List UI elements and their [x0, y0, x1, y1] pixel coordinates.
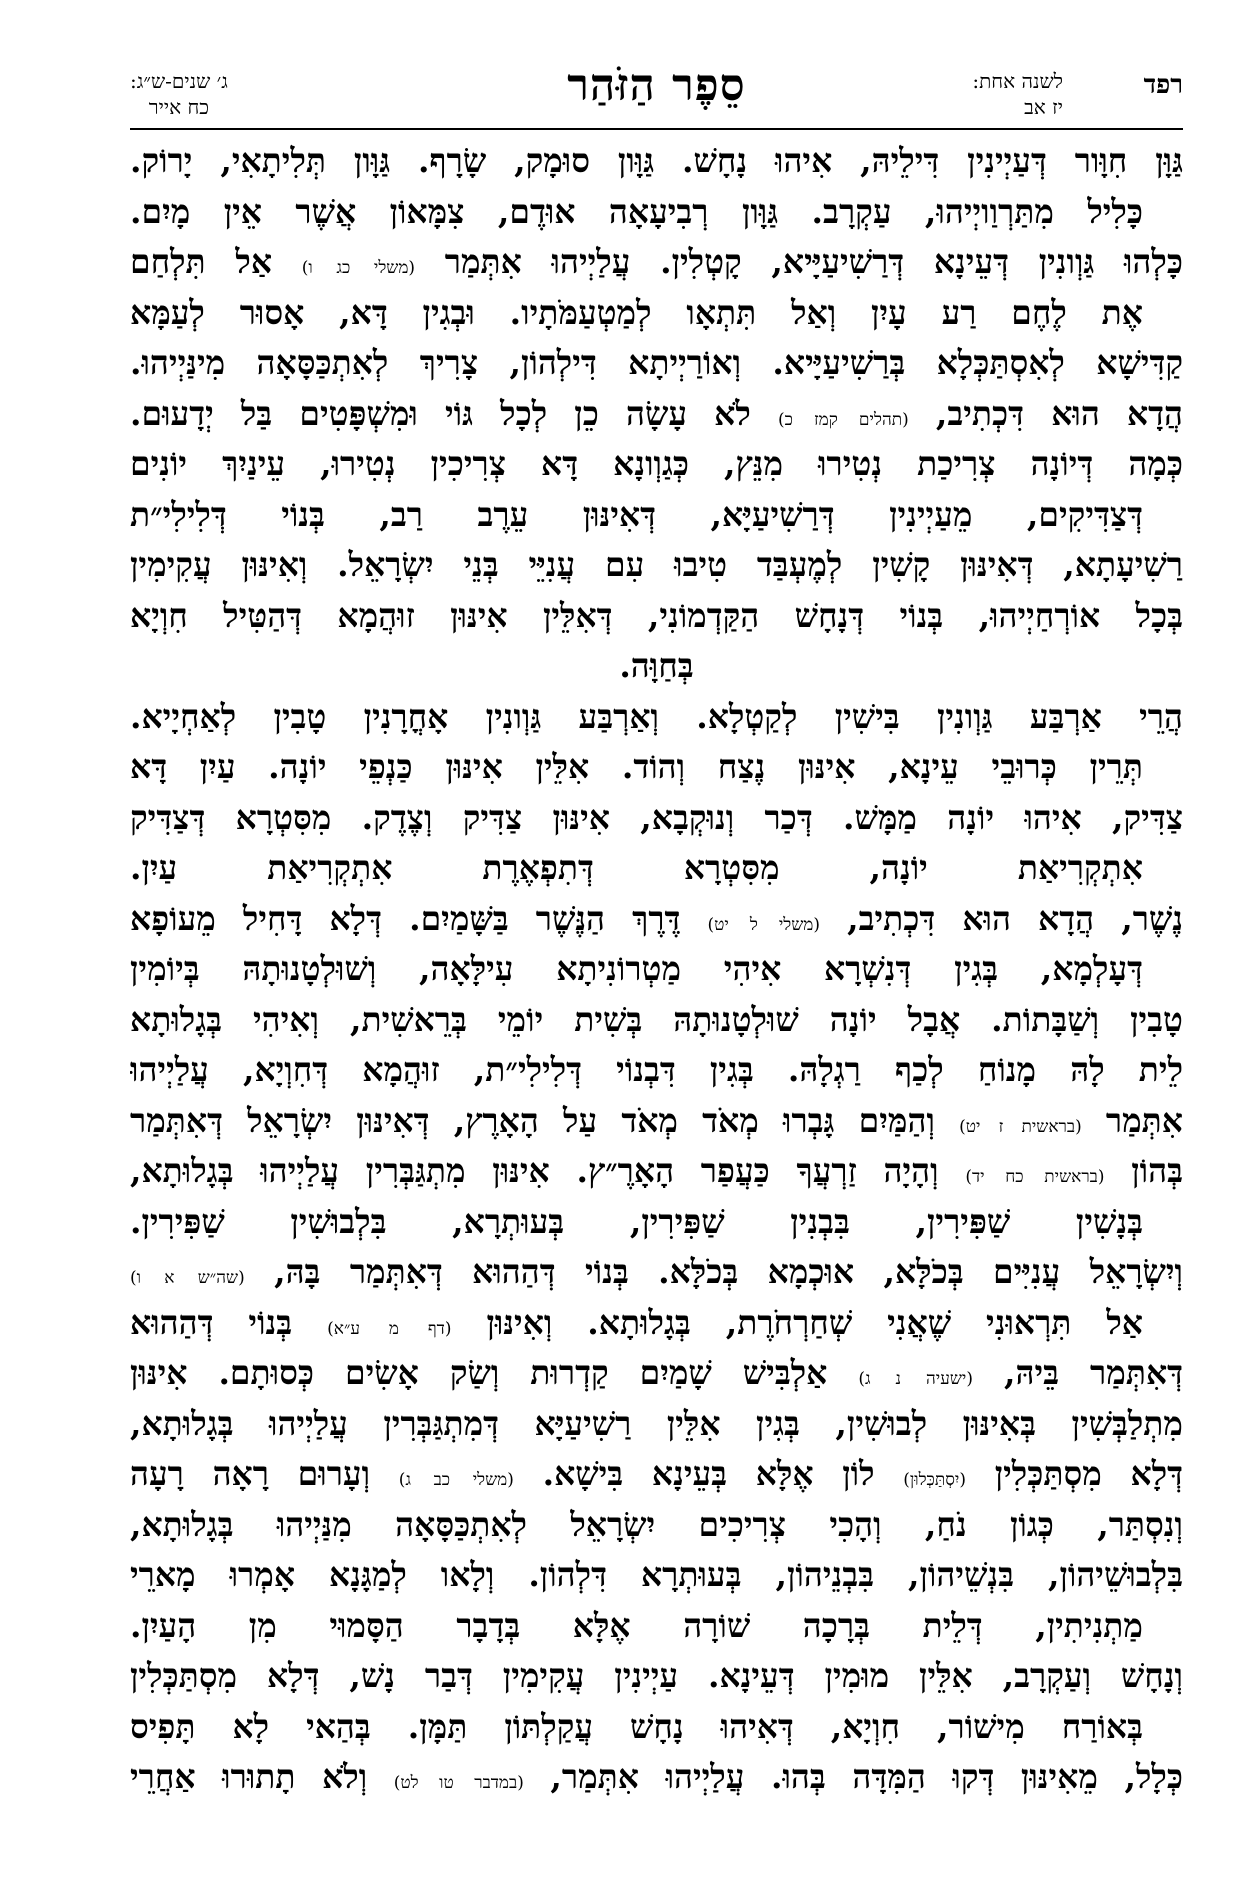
- text-line: [130, 641, 1183, 692]
- scripture-reference: (בראשית ז יט): [959, 1116, 1082, 1137]
- scripture-reference: (בראשית כח יד): [965, 1167, 1105, 1187]
- text-segment: וְלֹא תָתוּרוּ אַחֲרֵי: [130, 1757, 394, 1796]
- text-segment: אִתְקְרִיאַת יוֹנָה, מִסִּטְרָא דְּתִפְאֶרֶת אִתְקְרִיאַת עַיִן.: [130, 848, 1143, 887]
- scripture-reference: (משלי כב ג): [398, 1470, 514, 1490]
- text-segment: הֲדָא הוּא דִּכְתִיב,: [908, 393, 1183, 433]
- text-line: [130, 1096, 1183, 1147]
- text-segment: אַל תִּלְחַם: [130, 242, 302, 281]
- text-line: [130, 540, 1183, 591]
- text-line: [130, 136, 1183, 187]
- text-segment: נֶשֶׁר, הֲדָא הוּא דִּכְתִיב,: [820, 898, 1183, 938]
- text-segment: וְיִשְׂרָאֵל עֲנִיִּים בְּכֹלָּא, אוּכְמָא בְּכֹלָּא. בְּנוֹי דְּהַהוּא דְּאִתְּמַר בָּהּ,: [244, 1252, 1183, 1291]
- book-title: סֵפֶר הַזֹּהַר: [567, 60, 746, 111]
- text-line: [130, 237, 1183, 288]
- text-line: [130, 1500, 1183, 1551]
- scripture-reference: (שה״ש א ו): [130, 1268, 245, 1288]
- text-segment: תְּרֵין כְּרוּבֵי עֵינָא, אִינּוּן נֶצַח וְהוֹד. אִלֵּין אִינּוּן כַּנְפֵי יוֹנָה. עַיִן דָּא: [130, 747, 1143, 786]
- text-line: [130, 591, 1183, 642]
- text-segment: לֹא עָשָׂה כֵן לְכָל גּוֹי וּמִשְׁפָּטִים בַּל יְדָעוּם.: [130, 393, 778, 433]
- schedule-date-one-year: יז אב: [1024, 95, 1063, 119]
- text-segment: בְּנָשִׁין שַׁפִּירִין, בִּבְנִין שַׁפִּירִין, בְּעוּתְרָא, בִּלְבוּשִׁין שַׁפִּירִין.: [130, 1201, 1143, 1241]
- text-line: [130, 1298, 1183, 1349]
- text-line: [130, 1651, 1183, 1702]
- text-line: [130, 439, 1183, 490]
- text-segment: דֶּרֶךְ הַנֶּשֶׁר בַּשָּׁמַיִם. דְּלָא דָּחִיל מֵעוֹפָא: [130, 898, 708, 938]
- text-segment: וְעָרוּם רָאָה רָעָה: [130, 1454, 399, 1493]
- page-header: [130, 60, 1183, 130]
- text-segment: כָּלִיל מִתַּרְוַויְיהוּ, עַקְרָב. גַּוָּון רְבִיעָאָה אוּדֶם, צִמָּאוֹן אֲשֶׁר אֵין מָיִם.: [130, 191, 1143, 231]
- text-segment: אֶת לֶחֶם רַע עָיִן וְאַל תִּתְאָו לְמַטְעַמֹּתָיו. וּבְגִין דָּא, אָסוּר לְעַמָּא: [130, 292, 1143, 332]
- text-line: [130, 288, 1183, 339]
- text-line: [130, 995, 1183, 1046]
- text-line: [130, 338, 1183, 389]
- text-line: [130, 1146, 1183, 1197]
- scripture-reference: (במדבר טו לט): [393, 1773, 524, 1793]
- text-segment: בְּנוֹי דְּהַהוּא: [130, 1302, 328, 1342]
- text-line: [130, 742, 1183, 793]
- text-line: [130, 944, 1183, 995]
- text-segment: לֵית לָהּ מָנוֹחַ לְכַף רַגְלָהּ. בְּגִין דִּבְנוֹי דְּלִילִי״ת, זוּהֲמָא דְּחִוְיָא, עֲלַיְיהוּ: [130, 1050, 1183, 1089]
- text-segment: צַדִּיק, אִיהוּ יוֹנָה מַמָּשׁ. דְּכַר וְנוּקְבָא, אִינּוּן צַדִּיק וְצֶדֶק. מִסִּטְרָא דְּצַדִּיק: [130, 797, 1183, 837]
- text-line: [130, 187, 1183, 238]
- schedule-label-three-years: ג׳ שנים-ש״ג:: [130, 69, 228, 93]
- text-segment: בְּאוֹרַח מִישׁוֹר, חִוְיָא, דְּאִיהוּ נָחָשׁ עֲקַלְתּוֹן תַּמָּן. בְּהַאי לָא תָּפִיס: [130, 1706, 1143, 1746]
- text-segment: דְּאִתְּמַר בֵּיהּ,: [973, 1353, 1183, 1392]
- text-segment: אִתְּמַר: [1081, 1100, 1183, 1140]
- scripture-reference: (יִסְתַּכְּלוּן): [903, 1470, 966, 1490]
- text-line: [130, 692, 1183, 743]
- text-line: [130, 389, 1183, 440]
- text-line: [130, 1449, 1183, 1500]
- text-line: [130, 1550, 1183, 1601]
- text-line: [130, 894, 1183, 945]
- text-segment: אַל תִּרְאוּנִי שֶׁאֲנִי שְׁחַרְחֹרֶת, בְּגָלוּתָא. וְאִינּוּן: [451, 1302, 1143, 1342]
- text-line: [130, 1601, 1183, 1652]
- text-segment: דְּעָלְמָא, בְּגִין דְּנִשְׁרָא אִיהִי מַטְרוֹנִיתָא עִילָּאָה, וְשׁוּלְטָנוּתָהּ בְּיוֹמִין: [130, 949, 1143, 988]
- text-line: [130, 1045, 1183, 1096]
- text-line: [130, 1399, 1183, 1450]
- study-schedule-one-year: [972, 68, 1063, 120]
- text-segment: אַלְבִּישׁ שָׁמַיִם קַדְרוּת וְשַׂק אָשִׂים כְּסוּתָם. אִינּוּן: [130, 1353, 859, 1392]
- text-segment: הֲרֵי אַרְבַּע גַּוְונִין בִּישִׁין לְקַטְלָא. וְאַרְבַּע גַּוְונִין אָחֳרָנִין טָבִין לְאַחְיָיא.: [130, 696, 1183, 736]
- study-schedule-three-years: [130, 68, 228, 120]
- text-line: [130, 843, 1183, 894]
- scripture-reference: (תהלים קמז כ): [777, 409, 909, 430]
- text-segment: וְהָיָה זַרְעֲךָ כַּעֲפַר הָאָרֶ״ץ. אִינּוּן מִתְגַּבְּרִין עֲלַיְיהוּ בְּגָלוּתָא,: [130, 1151, 966, 1190]
- text-line: [130, 1247, 1183, 1298]
- text-segment: בְּהוֹן: [1104, 1151, 1183, 1190]
- text-segment: טָבִין וְשַׁבָּתוֹת. אֲבָל יוֹנָה שׁוּלְטָנוּתָהּ בְּשִׁית יוֹמֵי בְּרֵאשִׁית, וְאִיהִי בְּגָלוּתָא: [130, 999, 1183, 1039]
- scripture-reference: (משלי כג ו): [301, 258, 416, 278]
- text-segment: כְּלָל, מֵאִינּוּן דְּקוּ הַמִּדָּה בְּהוּ. עֲלַיְיהוּ אִתְּמַר,: [523, 1757, 1183, 1796]
- text-segment: מִתְלַבְּשִׁין בְּאִינּוּן לְבוּשִׁין, בְּגִין אִלֵּין רַשִׁיעַיָּא דְּמִתְגַּבְּרִין עֲלַיְיהוּ בְּגָלוּתָא,: [130, 1403, 1183, 1443]
- scripture-reference: (משלי ל יט): [707, 914, 820, 935]
- text-segment: בִּלְבוּשֵׁיהוֹן, בִּנְשֵׁיהוֹן, בִּבְנֵיהוֹן, בְּעוּתְרָא דִּלְהוֹן. וְלָאו לְמַגָּנָא אָמְרוּ מָארֵי: [130, 1555, 1183, 1594]
- text-segment: בְּחַוָּה.: [619, 646, 694, 685]
- page-number: רפד: [1143, 70, 1183, 100]
- text-segment: וְנָחָשׁ וְעַקְרָב, אִלֵּין מוּמִין דְּעֵינָא. עַיְינִין עֲקִימִין דְּבַר נָשׁ, דְּלָא מִסְתַּכְּלִין: [130, 1656, 1183, 1695]
- text-body: [130, 136, 1183, 1803]
- text-segment: דְּצַדִּיקִים, מֵעַיְינִין דְּרַשִׁיעַיָּא, דְּאִינּוּן עֵרֶב רַב, בְּנוֹי דְּלִילִי״ת: [130, 494, 1143, 534]
- text-segment: מַתְנִיתִין, דְּלֵית בְּרָכָה שׁוֹרָה אֶלָּא בְּדָבָר הַסָּמוּי מִן הָעַיִן.: [130, 1605, 1143, 1645]
- text-segment: דְּלָא מִסְתַּכְּלִין: [966, 1454, 1183, 1493]
- text-line: [130, 1348, 1183, 1399]
- text-segment: לוֹן אֶלָּא בְּעֵינָא בִּישָׁא.: [513, 1454, 904, 1493]
- header-divider: [130, 128, 1183, 130]
- text-line: [130, 1752, 1183, 1803]
- text-segment: רַשִׁיעָתָא, דְּאִינּוּן קָשִׁין לְמֶעְבַּד טִיבוּ עִם עֲנִיֵּי בְּנֵי יִשְׂרָאֵל. וְאִינּוּן עֲקִימִין: [130, 545, 1183, 584]
- text-line: [130, 1702, 1183, 1753]
- text-line: [130, 490, 1183, 541]
- schedule-date-three-years: כח אייר: [148, 95, 210, 119]
- text-segment: כְּמָה דְּיוֹנָה צְרִיכַת נְטִירוּ מִנֵּץ, כְּגַוְונָא דָּא צְרִיכִין נְטִירוּ, עֵינַיִךְ יוֹנִים: [130, 444, 1183, 483]
- scripture-reference: (ישעיה נ ג): [858, 1369, 973, 1389]
- text-segment: קַדִּישָׁא לְאִסְתַּכְּלָא בְּרַשִׁיעַיָּיא. וְאוֹרַיְיתָא דִּילְהוֹן, צָרִיךְ לְאִתְכַּסָּאָה מִינַּיְיהוּ.: [130, 343, 1183, 382]
- text-segment: וְהַמַּיִם גָּבְרוּ מְאֹד מְאֹד עַל הָאָרֶץ, דְּאִינּוּן יִשְׂרָאֵל דְּאִתְּמַר: [130, 1100, 960, 1140]
- text-line: [130, 793, 1183, 844]
- text-segment: בְּכָל אוֹרְחַיְיהוּ, בְּנוֹי דְּנָחָשׁ הַקַּדְמוֹנִי, דְּאִלֵּין אִינּוּן זוּהֲמָא דְּהַטִּיל חִוְיָא: [130, 595, 1183, 635]
- text-segment: וְנִסְתַּר, כְּגוֹן נֹחַ, וְהָכִי צְרִיכִים יִשְׂרָאֵל לְאִתְכַּסָּאָה מִנַּיְיהוּ בְּגָלוּתָא,: [130, 1504, 1183, 1544]
- text-segment: גַּוָּן חִוָּור דְּעַיְינִין דִּילֵיהּ, אִיהוּ נָחָשׁ. גַּוָּון סוּמָק, שָׂרָף. גַּוָּון תְּלִיתָאִי, יָרוֹק.: [130, 141, 1183, 180]
- schedule-label-one-year: לשנה אחת:: [972, 69, 1063, 93]
- text-line: [130, 1197, 1183, 1248]
- scripture-reference: (דף מ ע״א): [327, 1318, 452, 1339]
- text-segment: כָּלְהוּ גַּוְונִין דְּעֵינָא דְּרַשִׁיעַיָּיא, קָטְלִין. עֲלַיְיהוּ אִתְּמַר: [415, 242, 1183, 281]
